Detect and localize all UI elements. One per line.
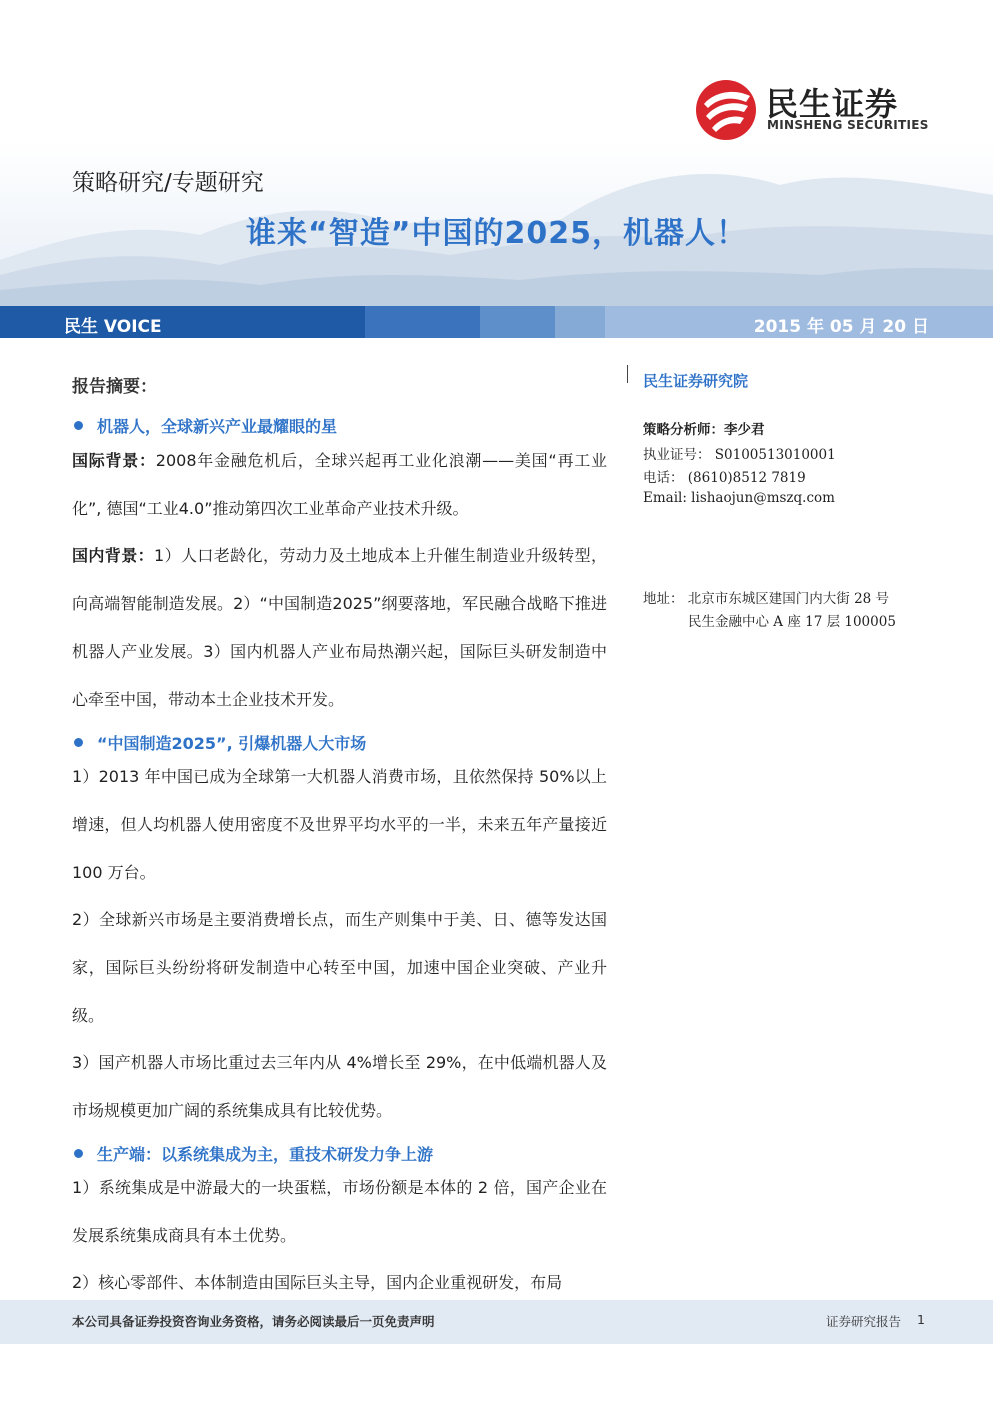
paragraph-text: 2008年金融危机后，全球兴起再工业化浪潮——美国“再工业化”, 德国“工业4.0”推动第四次工业革命产业技术升级。 [72,451,607,518]
paragraph-text: 3）国产机器人市场比重过去三年内从 4%增长至 29%，在中低端机器人及市场规模更加广阔的系统集成具有比较优势。 [72,1053,607,1120]
paragraph-lead: 国内背景： [72,546,154,565]
minsheng-logo-icon [694,78,758,142]
paragraph [72,437,607,533]
report-title: 谁来“智造”中国的2025，机器人！ [246,216,747,251]
column-label: 民生 VOICE [64,317,162,337]
paragraph-text: 1）2013 年中国已成为全球第一大机器人消费市场，且依然保持 50%以上增速，但人均机器人使用密度不及世界平均水平的一半，未来五年产量接近 100 万台。 [72,767,607,882]
section-heading: 机器人，全球新兴产业最耀眼的星 [97,417,338,436]
paragraph [72,1164,607,1260]
email-address[interactable]: Email: lishaojun@mszq.com [643,490,835,506]
section-heading: “中国制造2025”, 引爆机器人大市场 [97,734,367,753]
footer-disclaimer: 本公司具备证券投资咨询业务资格，请务必阅读最后一页免责声明 [72,1314,435,1329]
institute-name: 民生证券研究院 [643,372,749,390]
section-bullet [72,414,607,437]
report-category: 策略研究/专题研究 [72,170,264,196]
brand-name-cn: 民生证券 [766,85,899,123]
analyst-label: 策略分析师： [643,422,724,438]
sidebar-divider [627,365,628,383]
section-heading: 生产端：以系统集成为主，重技术研发力争上游 [97,1145,434,1164]
phone-number: 电话： (8610)8512 7819 [643,470,806,486]
address-line-1: 地址： 北京市东城区建国门内大街 28 号 [643,591,890,607]
paragraph-text: 2）核心零部件、本体制造由国际巨头主导，国内企业重视研发，布局 [72,1273,563,1292]
analyst-line [643,418,765,438]
paragraph-text: 1）人口老龄化，劳动力及土地成本上升催生制造业升级转型，向高端智能制造发展。2）“中国制造2025”纲要落地，军民融合战略下推进机器人产业发展。3）国内机器人产业布局热潮兴起，国际巨头研发制造中心牵至中国，带动本土企业技术开发。 [72,546,607,709]
section-bullet [72,731,607,754]
paragraph-text: 1）系统集成是中游最大的一块蛋糕，市场份额是本体的 2 倍，国产企业在发展系统集成商具有本土优势。 [72,1178,607,1245]
summary-heading: 报告摘要： [72,377,157,397]
address-line-2: 民生金融中心 A 座 17 层 100005 [688,614,896,630]
paragraph [72,532,607,724]
paragraph [72,1039,607,1135]
paragraph [72,753,607,897]
paragraph [72,1259,607,1295]
brand-name-en: MINSHENG SECURITIES [767,118,929,132]
paragraph-lead: 国际背景： [72,451,156,470]
bullet-dot-icon [74,421,83,430]
report-date: 2015 年 05 月 20 日 [753,317,929,337]
section-bullet [72,1142,607,1165]
page-number: 1 [917,1312,925,1327]
analyst-name: 李少君 [724,422,765,438]
license-number: 执业证号： S0100513010001 [643,447,836,463]
bullet-dot-icon [74,1149,83,1158]
paragraph [72,896,607,1040]
bullet-dot-icon [74,738,83,747]
footer-report-type: 证券研究报告 [825,1314,901,1329]
paragraph-text: 2）全球新兴市场是主要消费增长点，而生产则集中于美、日、德等发达国家，国际巨头纷纷将研发制造中心转至中国，加速中国企业突破、产业升级。 [72,910,607,1025]
